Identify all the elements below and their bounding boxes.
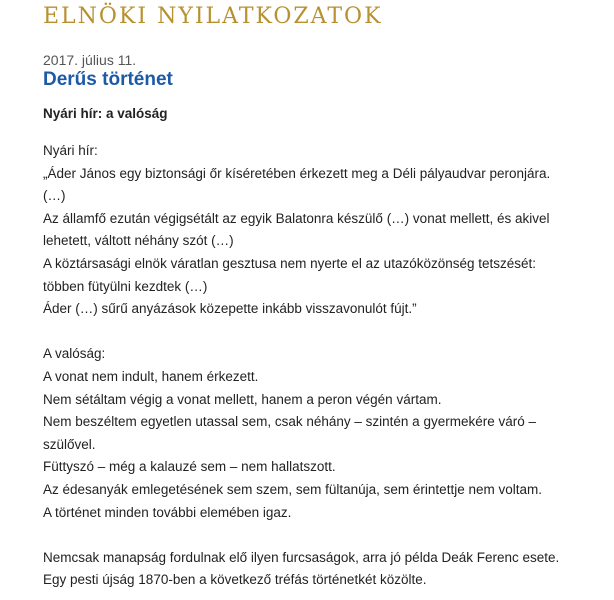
reality-line: Nem sétáltam végig a vonat mellett, hanem a peron végén vártam. [43,391,442,407]
reality-line: Az édesanyák emlegetésének sem szem, sem fültanúja, sem érintettje nem voltam. [43,481,542,497]
closing-line: Egy pesti újság 1870-ben a következő tréfás történetkét közölte. [43,572,427,588]
reality-line: Nem beszéltem egyetlen utassal sem, csak néhány – szintén a gyermekére váró – [43,414,536,430]
news-line: A köztársasági elnök váratlan gesztusa nem nyerte el az utazóközönség tetszését: [43,255,537,271]
news-line: (…) [43,188,66,204]
news-line: Áder (…) sűrű anyázások közepette inkább visszavonulót fújt.” [43,301,417,317]
paragraph-gap [43,321,603,344]
section-title: ELNÖKI NYILATKOZATOK [43,4,383,29]
reality-line: A valóság: [43,346,106,362]
article-date: 2017. július 11. [43,52,137,68]
closing-line: Nemcsak manapság fordulnak elő ilyen furcsaságok, arra jó példa Deák Ferenc esete. [43,549,560,565]
closing-block [43,547,603,592]
reality-line: szülővel. [43,436,96,452]
news-line: lehetett, váltott néhány szót (…) [43,233,234,249]
reality-line: Füttyszó – még a kalauzé sem – nem hallatszott. [43,459,336,475]
news-line: „Áder János egy biztonsági őr kíséretében érkezett meg a Déli pályaudvar peronjára. [43,165,551,181]
news-line: többen fütyülni kezdtek (…) [43,278,208,294]
reality-line: A történet minden további elemében igaz. [43,504,292,520]
news-quote-block [43,140,603,321]
article-subtitle: Nyári hír: a valóság [43,106,168,121]
reality-line: A vonat nem indult, hanem érkezett. [43,368,259,384]
reality-block [43,343,603,524]
article-body [43,140,603,592]
news-line: Az államfő ezután végigsétált az egyik Balatonra készülő (…) vonat mellett, és akivel [43,210,550,226]
paragraph-gap [43,524,603,547]
news-line: Nyári hír: [43,143,98,158]
article-title-link[interactable]: Derűs történet [43,69,173,90]
